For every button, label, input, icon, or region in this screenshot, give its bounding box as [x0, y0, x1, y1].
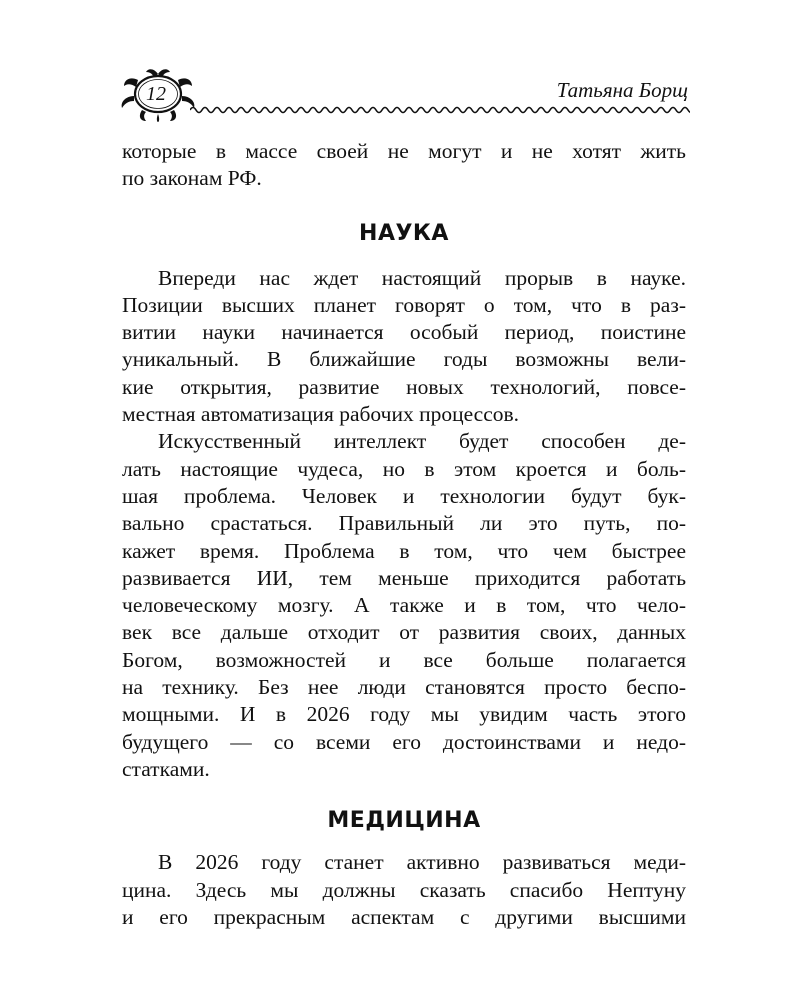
text-line: Впереди нас ждет настоящий прорыв в науке.: [158, 265, 686, 290]
section-heading-medicine: МЕДИЦИНА: [327, 808, 481, 834]
text-line: Позиции высших планет говорят о том, что в раз-: [122, 292, 686, 317]
wavy-divider: [190, 104, 690, 116]
medicine-paragraph-1: [122, 849, 686, 931]
text-line: век все дальше отходит от развития своих, данных: [122, 620, 686, 645]
text-line: будущего — со всеми его достоинствами и недо-: [122, 729, 686, 754]
page-number: 12: [146, 83, 166, 105]
page-body: [122, 138, 686, 931]
intro-paragraph: [122, 138, 686, 193]
text-line: кажет время. Проблема в том, что чем быстрее: [122, 538, 686, 563]
text-line: В 2026 году станет активно развиваться меди-: [158, 850, 686, 875]
text-line: человеческому мозгу. А также и в том, что чело-: [122, 593, 686, 618]
text-line: и его прекрасным аспектам с другими высшими: [122, 904, 686, 929]
text-line: Богом, возможностей и все больше полагается: [122, 647, 686, 672]
running-title-author: Татьяна Борщ: [556, 78, 688, 102]
text-line: вально срастаться. Правильный ли это путь, по-: [122, 511, 686, 536]
section-heading-science: НАУКА: [359, 220, 449, 246]
science-paragraph-1: [122, 265, 686, 429]
text-line: уникальный. В ближайшие годы возможны вели-: [122, 347, 686, 372]
text-line: лать настоящие чудеса, но в этом кроется и боль-: [122, 456, 686, 481]
text-line: статками.: [122, 756, 210, 781]
text-line: развивается ИИ, тем меньше приходится работать: [122, 565, 686, 590]
text-line: местная автоматизация рабочих процессов.: [122, 402, 520, 427]
text-line: витии науки начинается особый период, поистине: [122, 320, 686, 345]
science-paragraph-2: [122, 428, 686, 783]
text-line: кие открытия, развитие новых технологий, повсе-: [122, 374, 686, 399]
text-line: шая проблема. Человек и технологии будут бук-: [122, 483, 686, 508]
text-line: цина. Здесь мы должны сказать спасибо Нептуну: [122, 877, 686, 902]
running-header: [118, 66, 690, 122]
text-line: Искусственный интеллект будет способен де-: [158, 429, 686, 454]
text-line: которые в массе своей не могут и не хотят жить: [122, 139, 686, 163]
text-line: по законам РФ.: [122, 166, 262, 191]
text-line: на технику. Без нее люди становятся просто беспо-: [122, 675, 686, 700]
text-line: мощными. И в 2026 году мы увидим часть этого: [122, 702, 686, 727]
